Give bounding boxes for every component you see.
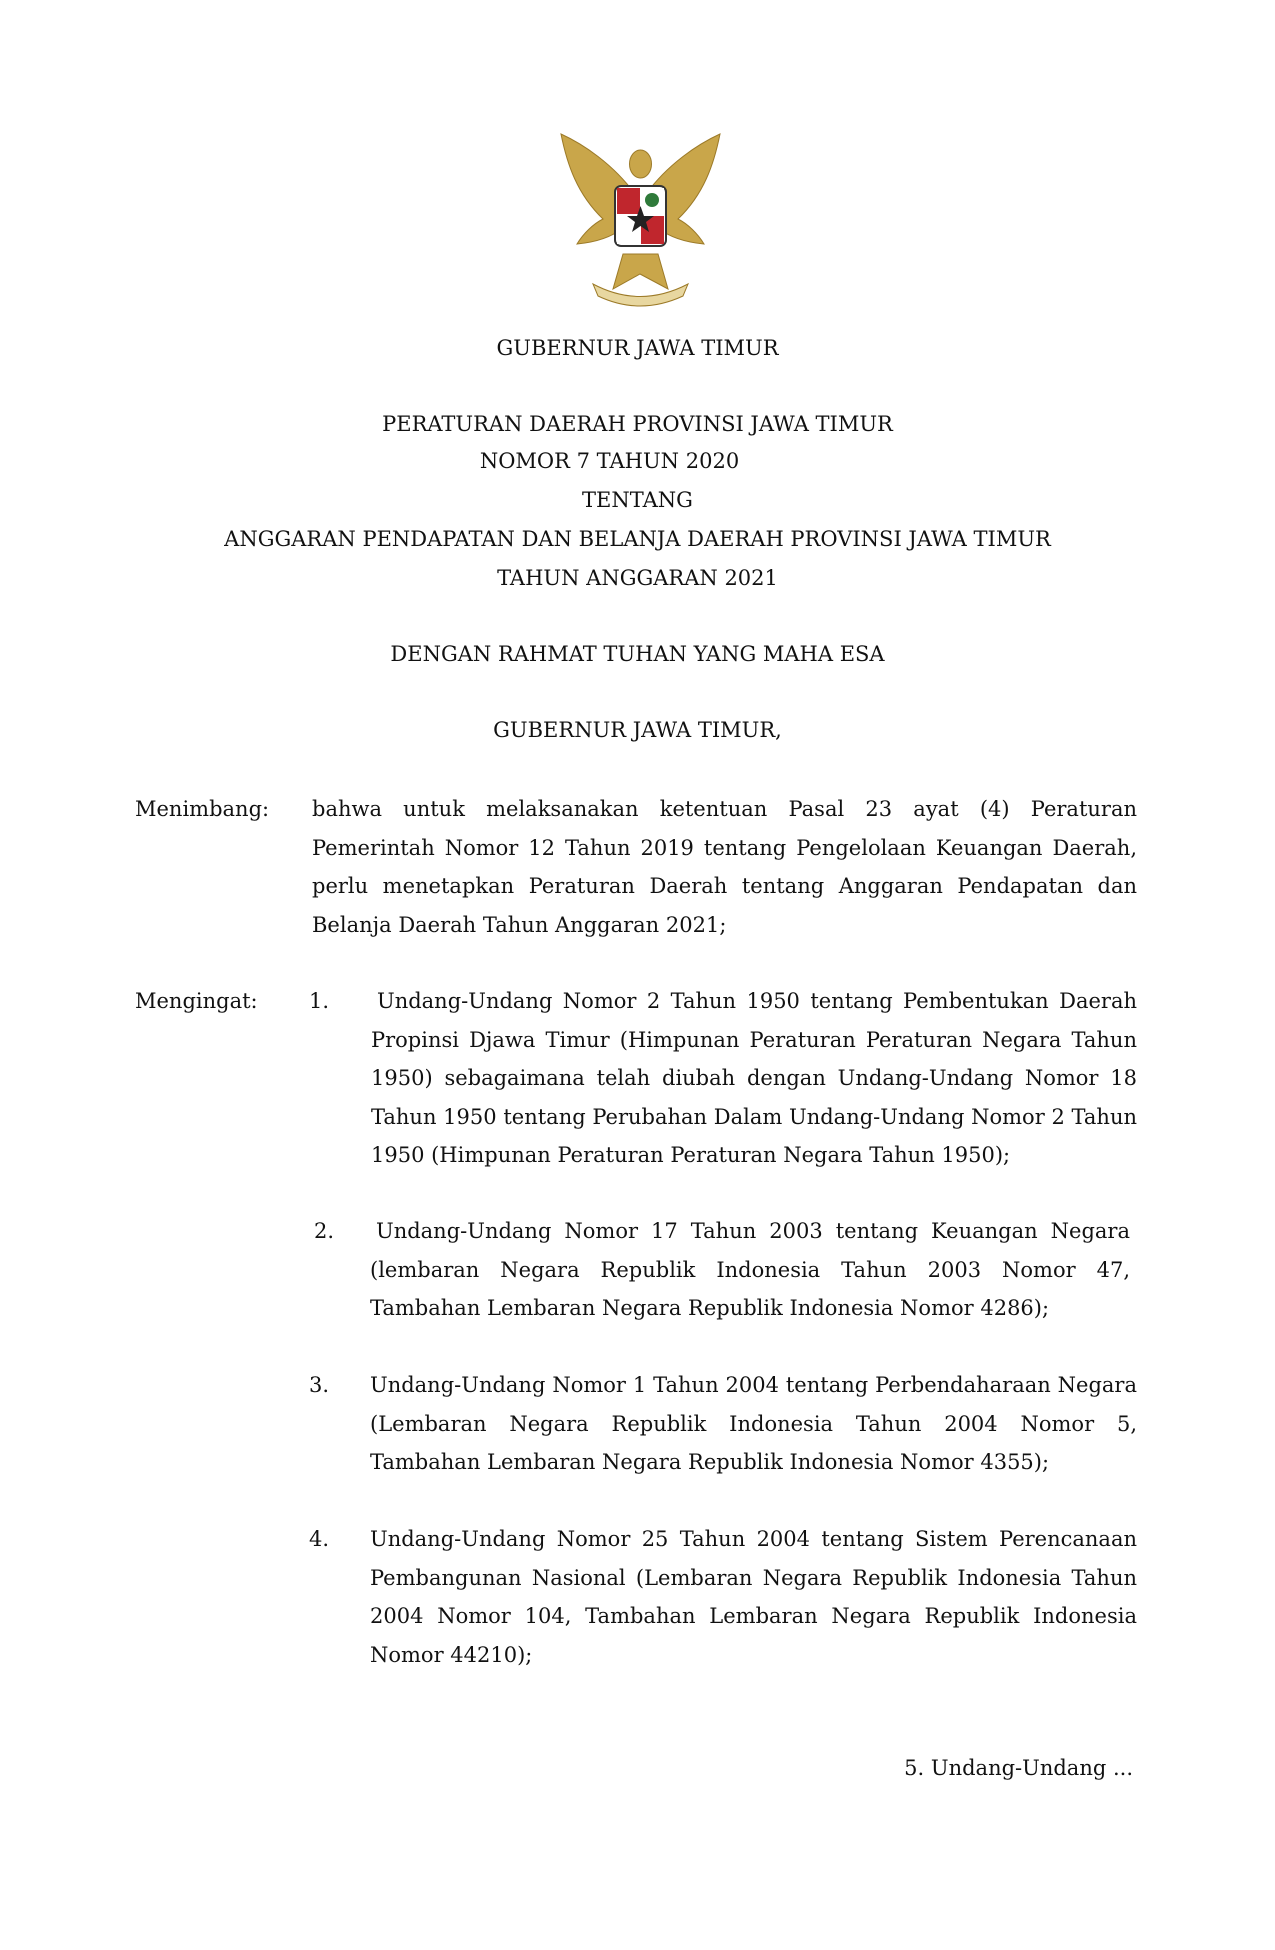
title-line-4: ANGGARAN PENDAPATAN DAN BELANJA DAERAH PROVINSI JAWA TIMUR [224,527,1051,551]
mengingat-item-3: Undang-Undang Nomor 1 Tahun 2004 tentang Perbendaharaan Negara (Lembaran Negara Republik Indonesia Tahun 2004 Nomor 5, Tambahan Lembaran Negara Republik Indonesia Nomor 4355); [370,1373,1137,1474]
item-number: 4. [309,1527,330,1551]
page-continuation: 5. Undang-Undang ... [904,1756,1133,1780]
title-line-5: TAHUN ANGGARAN 2021 [497,566,778,590]
mengingat-label: Mengingat: [135,989,258,1013]
title-line-3: TENTANG [582,488,693,512]
item-number: 3. [309,1373,330,1397]
menimbang-label: Menimbang: [135,797,270,821]
title-line-2: NOMOR 7 TAHUN 2020 [479,449,740,473]
authority: GUBERNUR JAWA TIMUR, [493,718,782,742]
title-line-1: PERATURAN DAERAH PROVINSI JAWA TIMUR [382,412,893,436]
mengingat-item-4: Undang-Undang Nomor 25 Tahun 2004 tentang Sistem Perencanaan Pembangunan Nasional (Lembaran Negara Republik Indonesia Tahun 2004 Nomor 104, Tambahan Lembaran Negara Republik Indonesia Nomor 44210); [370,1527,1137,1667]
mengingat-item-1: Undang-Undang Nomor 2 Tahun 1950 tentang Pembentukan Daerah Propinsi Djawa Timur (Himpunan Peraturan Peraturan Negara Tahun 1950) sebagaimana telah diubah dengan Undang-Undang Nomor 18 Tahun 1950 tentang Perubahan Dalam Undang-Undang Nomor 2 Tahun 1950 (Himpunan Peraturan Peraturan Negara Tahun 1950); [371,989,1137,1167]
menimbang-text: bahwa untuk melaksanakan ketentuan Pasal 23 ayat (4) Peraturan Pemerintah Nomor 12 Tahun 2019 tentang Pengelolaan Keuangan Daerah, perlu menetapkan Peraturan Daerah tentang Anggaran Pendapatan dan Belanja Daerah Tahun Anggaran 2021; [312,797,1137,937]
issuer-heading: GUBERNUR JAWA TIMUR [496,336,779,360]
item-number: 1. [309,989,330,1013]
mengingat-item-2: Undang-Undang Nomor 17 Tahun 2003 tentang Keuangan Negara (lembaran Negara Republik Indonesia Tahun 2003 Nomor 47, Tambahan Lembaran Negara Republik Indonesia Nomor 4286); [370,1219,1130,1320]
item-number: 2. [314,1219,335,1243]
garuda-pancasila-emblem [553,124,728,308]
invocation: DENGAN RAHMAT TUHAN YANG MAHA ESA [390,642,885,666]
